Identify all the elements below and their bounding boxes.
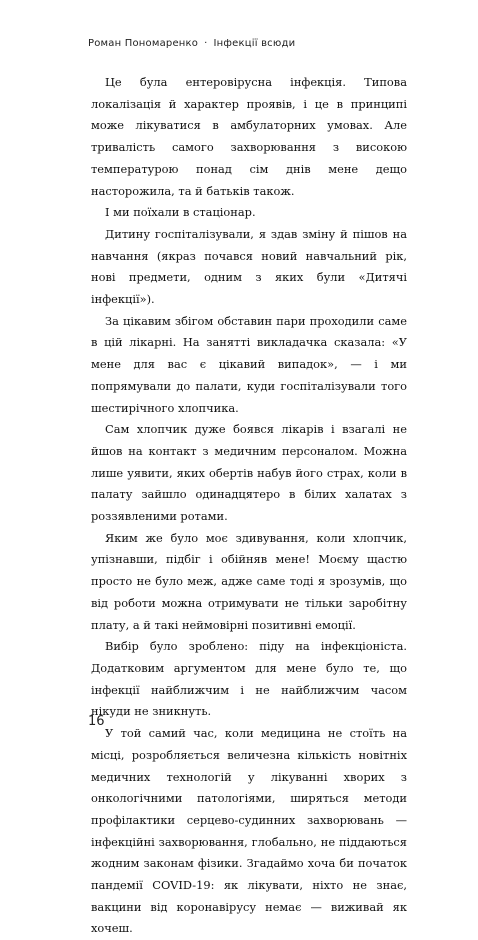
- running-head-author: Роман Пономаренко: [88, 38, 199, 49]
- running-head-separator: ·: [204, 38, 208, 49]
- paragraph: Дитину госпіталізували, я здав зміну й пішов на навчання (якраз почався новий навчальний рік, нові предмети, одним з яких були «Дитячі інфекції»).: [91, 226, 407, 307]
- paragraph: Вибір було зроблено: піду на інфекціоніста. Додатковим аргументом для мене було те, що інфекції найближчим і не найближчим часом нікуди не зникнуть.: [91, 639, 407, 719]
- paragraph: Це була ентеровірусна інфекція. Типова локалізація й характер проявів, і це в принципі може лікуватися в амбулаторних умовах. Але тривалість самого захворювання з високою температурою понад сім днів мене дещо насторожила, та й батьків також.: [91, 75, 407, 198]
- paragraph: У той самий час, коли медицина не стоїть на місці, розробляється величезна кількість новітніх медичних технологій у лікуванні хворих з онкологічними патологіями, ширяться методи профілактики серцево-судинних захворювань — інфекційні захворювання, глобально, не піддаються жодним законам фізики. Згадаймо хоча би початок пандемії COVID-19: як лікувати, ніхто не знає, вакцини від коронавірусу немає — виживай як хочеш.: [91, 726, 407, 936]
- running-head-title: Інфекції всюди: [213, 38, 296, 49]
- paragraph: За цікавим збігом обставин пари проходили саме в цій лікарні. На занятті викладачка сказала: «У мене для вас є цікавий випадок», — і ми попрямували до палати, куди госпіталізували того шестирічного хлопчика.: [91, 313, 407, 415]
- running-head: [88, 38, 408, 49]
- paragraph: І ми поїхали в стаціонар.: [105, 205, 256, 220]
- paragraph: Сам хлопчик дуже боявся лікарів і взагалі не йшов на контакт з медичним персоналом. Можна лише уявити, яких обертів набув його страх, коли в палату зайшло одинадцятеро в білих халатах з роззявленими ротами.: [91, 422, 407, 524]
- paragraph: Яким же було моє здивування, коли хлопчик, упізнавши, підбіг і обійняв мене! Моєму щастю просто не було меж, адже саме тоді я зрозумів, що від роботи можна отримувати не тільки заробітну плату, а й такі неймовірні позитивні емоції.: [91, 530, 407, 632]
- page-number: 16: [88, 714, 105, 729]
- body-text: [91, 72, 407, 940]
